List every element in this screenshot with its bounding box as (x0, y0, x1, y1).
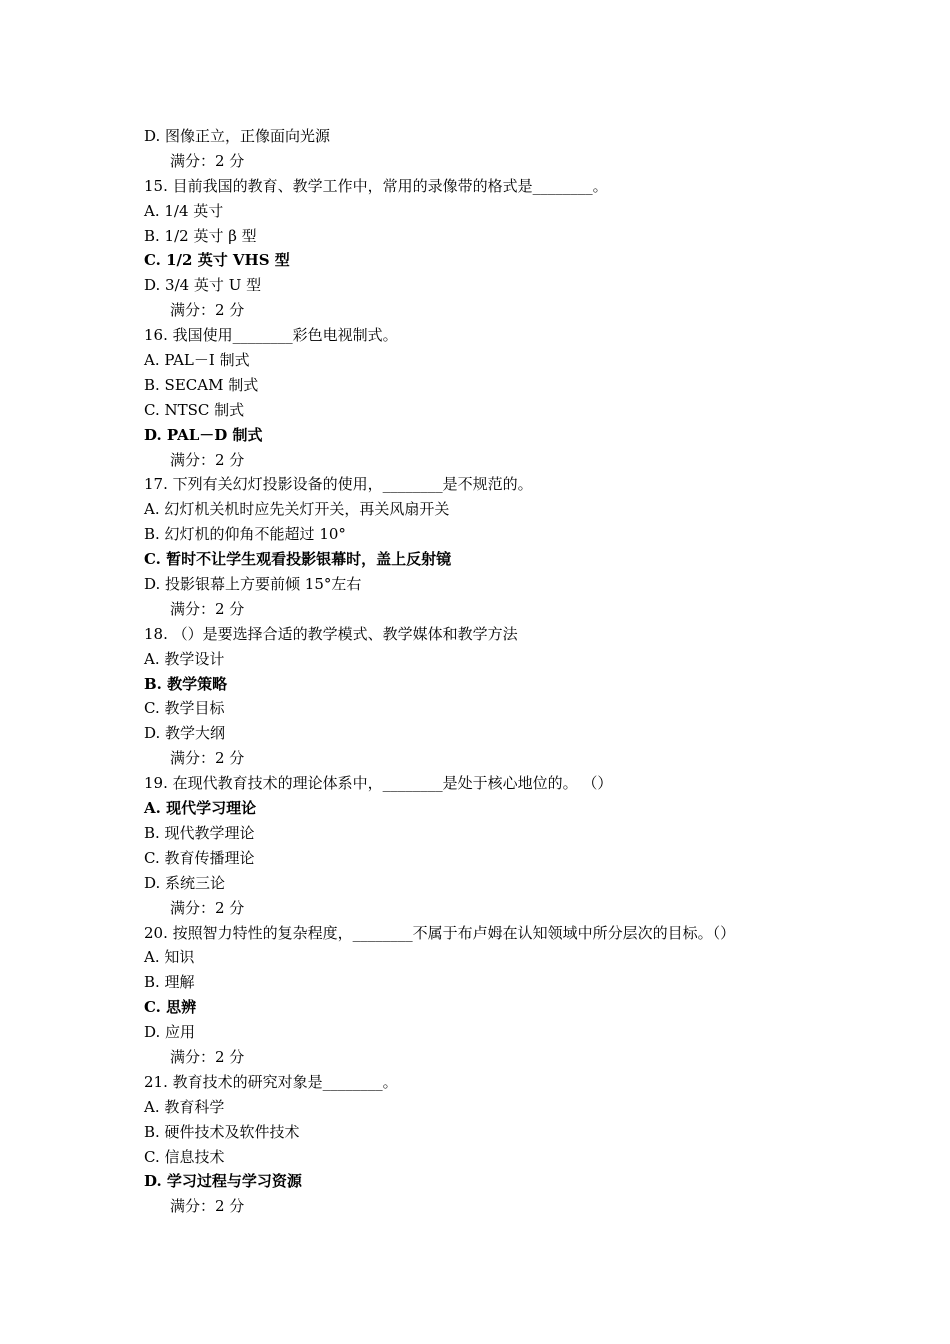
answer-option: B. 1/2 英寸 β 型 (144, 226, 257, 245)
answer-option: A. 知识 (144, 948, 195, 967)
score-line: 满分：2 分 (170, 749, 245, 768)
answer-option-correct: C. 思辨 (144, 998, 197, 1017)
question-text: 15. 目前我国的教育、教学工作中，常用的录像带的格式是________。 (144, 176, 608, 195)
answer-option: A. 1/4 英寸 (144, 201, 224, 220)
score-line: 满分：2 分 (170, 450, 245, 469)
question-text: 20. 按照智力特性的复杂程度，________不属于布卢姆在认知领域中所分层次的目标。（） (144, 923, 736, 942)
answer-option-correct: A. 现代学习理论 (144, 799, 257, 818)
answer-option-correct: D. PAL－D 制式 (144, 425, 263, 444)
question-text: 18. （）是要选择合适的教学模式、教学媒体和教学方法 (144, 624, 518, 643)
answer-option: B. 现代教学理论 (144, 823, 255, 842)
question-text: 19. 在现代教育技术的理论体系中，________是处于核心地位的。 （） (144, 774, 613, 793)
answer-option: C. 教学目标 (144, 699, 225, 718)
answer-option: A. 教育科学 (144, 1097, 225, 1116)
score-line: 满分：2 分 (170, 301, 245, 320)
answer-option-correct: B. 教学策略 (144, 674, 228, 693)
question-text: 17. 下列有关幻灯投影设备的使用，________是不规范的。 (144, 475, 533, 494)
answer-option: B. 幻灯机的仰角不能超过 10° (144, 525, 346, 544)
answer-option: D. 系统三论 (144, 873, 226, 892)
answer-option-correct: D. 学习过程与学习资源 (144, 1172, 302, 1191)
answer-option: C. 信息技术 (144, 1147, 225, 1166)
score-line: 满分：2 分 (170, 1197, 245, 1216)
score-line: 满分：2 分 (170, 599, 245, 618)
answer-option: C. 教育传播理论 (144, 848, 255, 867)
answer-option: D. 应用 (144, 1023, 196, 1042)
answer-option: D. 图像正立，正像面向光源 (144, 127, 331, 145)
score-line: 满分：2 分 (170, 898, 245, 917)
answer-option: B. 理解 (144, 973, 195, 992)
document-page (144, 124, 824, 1219)
question-text: 16. 我国使用________彩色电视制式。 (144, 326, 398, 345)
answer-option: D. 3/4 英寸 U 型 (144, 276, 262, 295)
answer-option: A. 教学设计 (144, 649, 225, 668)
answer-option: B. SECAM 制式 (144, 375, 259, 394)
answer-option-correct: C. 1/2 英寸 VHS 型 (144, 251, 290, 270)
answer-option: D. 教学大纲 (144, 724, 226, 743)
score-line: 满分：2 分 (170, 151, 245, 170)
answer-option: A. 幻灯机关机时应先关灯开关，再关风扇开关 (144, 500, 450, 519)
answer-option: D. 投影银幕上方要前倾 15°左右 (144, 575, 362, 594)
answer-option: B. 硬件技术及软件技术 (144, 1122, 300, 1141)
question-text: 21. 教育技术的研究对象是________。 (144, 1072, 398, 1091)
answer-option: C. NTSC 制式 (144, 400, 245, 419)
answer-option-correct: C. 暂时不让学生观看投影银幕时，盖上反射镜 (144, 550, 452, 569)
score-line: 满分：2 分 (170, 1047, 245, 1066)
answer-option: A. PAL－I 制式 (144, 351, 250, 370)
